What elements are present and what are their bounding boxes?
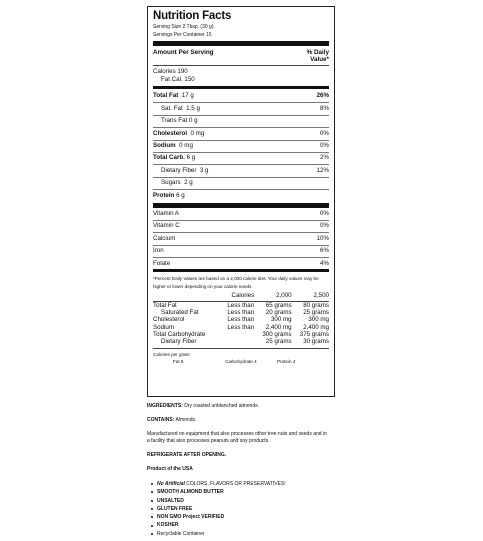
daily-value-table xyxy=(153,292,329,345)
list-item: KOSHER xyxy=(151,521,477,529)
bullet-icon xyxy=(151,533,153,535)
servings-per-container: Servings Per Container 15 xyxy=(153,31,212,38)
divider-thick xyxy=(153,41,329,46)
bullet-icon xyxy=(151,491,153,493)
bullet-icon xyxy=(151,483,153,485)
table-row: Total Fat Less than 65 grams 80 grams xyxy=(153,301,329,309)
list-item: Recyclable Container xyxy=(151,530,477,538)
calories-per-gram-label: Calories per gram: xyxy=(153,351,191,357)
nutrient-row-sat-fat: Sat. Fat 1.5 g 8% xyxy=(153,102,329,114)
calories-value: Calories 190 xyxy=(153,68,188,75)
calories-per-gram-values: Fat 9 Carbohydrate 4 Protein 4 xyxy=(173,358,296,364)
mineral-row-calcium: Calcium 10% xyxy=(153,232,329,244)
feature-list xyxy=(147,480,477,538)
table-row: Saturated Fat Less than 20 grams 25 grams xyxy=(161,309,329,317)
list-item: SMOOTH ALMOND BUTTER xyxy=(151,488,477,496)
serving-size: Serving Size 2 Tbsp. (30 g) xyxy=(153,24,214,30)
list-item: NON GMO Project VERIFIED xyxy=(151,513,477,521)
bullet-icon xyxy=(151,508,153,510)
product-origin: Product of the USA xyxy=(147,466,193,472)
contains: CONTAINS: Almonds. xyxy=(147,417,197,423)
divider-medium xyxy=(153,86,329,89)
calories-block xyxy=(153,66,329,84)
list-item: UNSALTED xyxy=(151,497,477,505)
nutrient-row-sugars: Sugars 2 g xyxy=(153,177,329,189)
product-info xyxy=(147,403,477,538)
nutrient-row-total-fat: Total Fat 17 g 26% xyxy=(153,92,329,99)
nutrient-row-total-carb: Total Carb. 6 g 2% xyxy=(153,152,329,164)
vitamin-row-a: Vitamin A 0% xyxy=(153,209,329,217)
refrigerate-note: REFRIGERATE AFTER OPENING. xyxy=(147,452,227,458)
vitamin-row-folate: Folate 4% xyxy=(153,257,329,269)
vitamin-row-c: Vitamin C 0% xyxy=(153,220,329,232)
nutrient-row-trans-fat: Trans Fat 0 g xyxy=(153,115,329,127)
mineral-row-iron: Iron 6% xyxy=(153,245,329,257)
label-title: Nutrition Facts xyxy=(153,10,232,22)
table-row: Total Carbohydrate 300 grams 375 grams xyxy=(153,330,329,338)
table-row: Sodium Less than 2,400 mg 2,400 mg xyxy=(153,323,329,331)
list-item: No Artificial COLORS, FLAVORS OR PRESERVATIVES! xyxy=(151,480,477,488)
fat-calories-value: Fat Cal. 150 xyxy=(161,75,195,83)
bullet-icon xyxy=(151,516,153,518)
daily-value-footnote: *Percent Daily Values are based on a 2,000 calorie diet. Your daily values may be higher or lower depending on your calorie needs. xyxy=(153,276,319,289)
manufacturing-note: Manufactured on equipment that also processes other tree nuts and seeds and in a facility that also processes peanuts and soy products. xyxy=(147,431,327,444)
amount-per-serving-header xyxy=(153,48,329,65)
daily-value-table-header: Calories 2,000 2,500 xyxy=(153,292,329,301)
amount-per-serving-label: Amount Per Serving xyxy=(153,49,214,56)
table-row: Cholesterol Less than 300 mg 300 mg xyxy=(153,316,329,324)
nutrient-row-cholesterol: Cholesterol 0 mg 0% xyxy=(153,127,329,139)
nutrient-row-protein: Protein 6 g xyxy=(153,189,329,201)
ingredients: INGREDIENTS: Dry roasted unblanched almonds. xyxy=(147,403,259,409)
bullet-icon xyxy=(151,525,153,527)
nutrition-facts-label xyxy=(147,6,335,397)
nutrient-row-dietary-fiber: Dietary Fiber 3 g 12% xyxy=(153,164,329,176)
table-row: Dietary Fiber 25 grams 30 grams xyxy=(161,338,329,346)
bullet-icon xyxy=(151,500,153,502)
nutrient-row-sodium: Sodium 0 mg 0% xyxy=(153,140,329,152)
daily-value-header: % Daily Value* xyxy=(306,49,329,63)
list-item: GLUTEN FREE xyxy=(151,505,477,513)
